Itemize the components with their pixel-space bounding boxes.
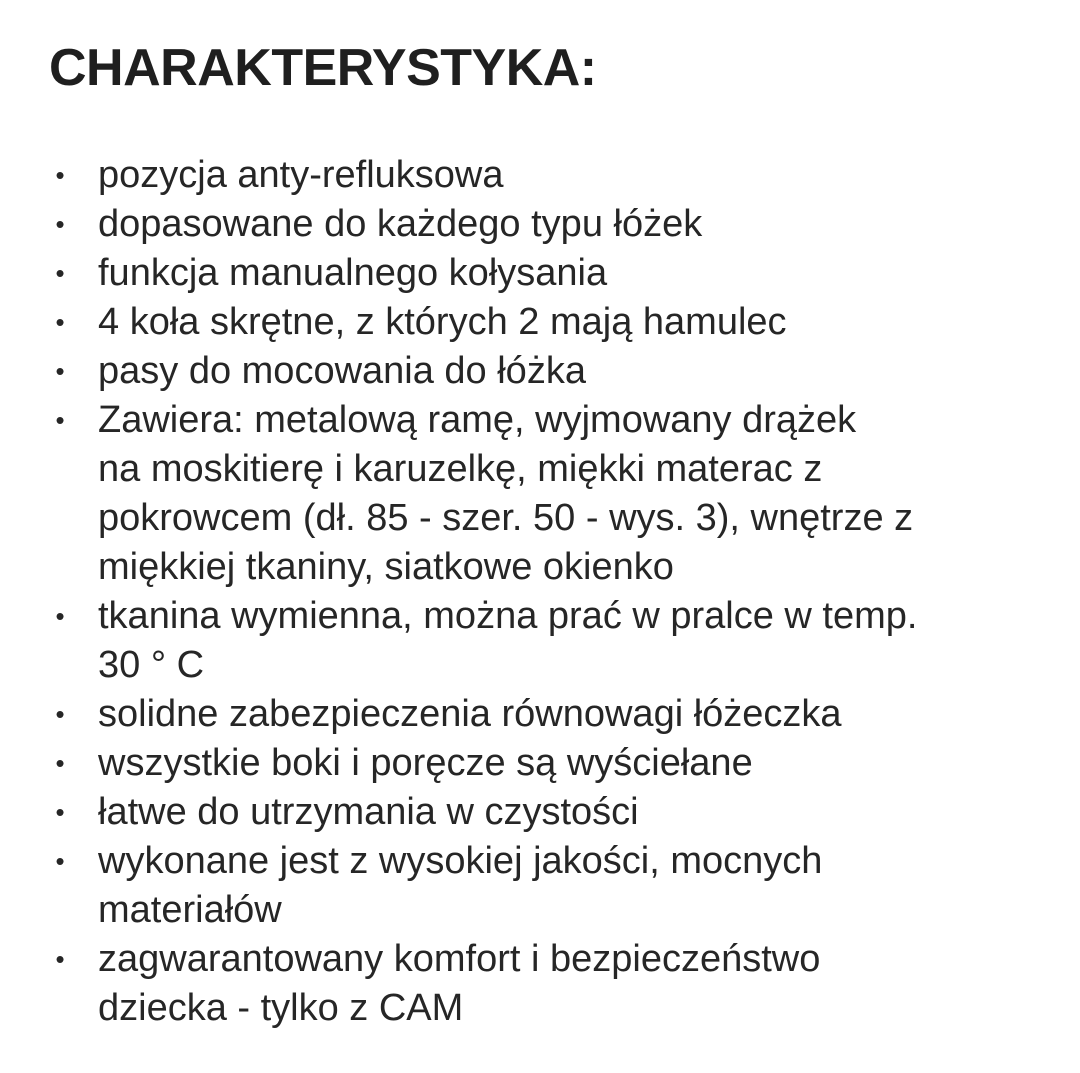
features-list: [0, 151, 1060, 1033]
list-item: [0, 592, 1060, 690]
bullet-icon: •: [55, 944, 65, 974]
list-item: [0, 151, 1060, 200]
list-item: [0, 739, 1060, 788]
item-text: solidne zabezpieczenia równowagi łóżeczka: [98, 693, 842, 735]
bullet-icon: •: [55, 258, 65, 288]
list-item: [0, 837, 1060, 935]
item-text: Zawiera: metalową ramę, wyjmowany drążek: [98, 399, 857, 441]
bullet-icon: •: [55, 209, 65, 239]
item-text: funkcja manualnego kołysania: [98, 252, 608, 294]
bullet-icon: •: [55, 356, 65, 386]
bullet-icon: •: [55, 601, 65, 631]
bullet-icon: •: [55, 307, 65, 337]
bullet-icon: •: [55, 748, 65, 778]
item-text: wykonane jest z wysokiej jakości, mocnych: [98, 840, 823, 882]
list-item: [0, 396, 1060, 592]
bullet-icon: •: [55, 405, 65, 435]
item-text: pasy do mocowania do łóżka: [98, 350, 586, 392]
list-item: [0, 788, 1060, 837]
item-text: zagwarantowany komfort i bezpieczeństwo: [98, 938, 821, 980]
item-text: wszystkie boki i poręcze są wyściełane: [98, 742, 753, 784]
item-text: 4 koła skrętne, z których 2 mają hamulec: [98, 301, 787, 343]
list-item: [0, 690, 1060, 739]
list-item: [0, 298, 1060, 347]
item-text: pozycja anty-refluksowa: [98, 154, 504, 196]
item-text: 30 ° C: [98, 644, 205, 686]
bullet-icon: •: [55, 797, 65, 827]
item-text: miękkiej tkaniny, siatkowe okienko: [98, 546, 674, 588]
list-item: [0, 935, 1060, 1033]
item-text: łatwe do utrzymania w czystości: [98, 791, 639, 833]
item-text: dziecka - tylko z CAM: [98, 987, 464, 1029]
list-item: [0, 200, 1060, 249]
list-item: [0, 347, 1060, 396]
item-text: materiałów: [98, 889, 282, 931]
bullet-icon: •: [55, 160, 65, 190]
bullet-icon: •: [55, 846, 65, 876]
item-text: dopasowane do każdego typu łóżek: [98, 203, 703, 245]
bullet-icon: •: [55, 699, 65, 729]
list-item: [0, 249, 1060, 298]
item-text: pokrowcem (dł. 85 - szer. 50 - wys. 3), wnętrze z: [98, 497, 914, 539]
item-text: tkanina wymienna, można prać w pralce w temp.: [98, 595, 918, 637]
item-text: na moskitierę i karuzelkę, miękki materac z: [98, 448, 823, 490]
page-title: CHARAKTERYSTYKA:: [49, 39, 597, 97]
